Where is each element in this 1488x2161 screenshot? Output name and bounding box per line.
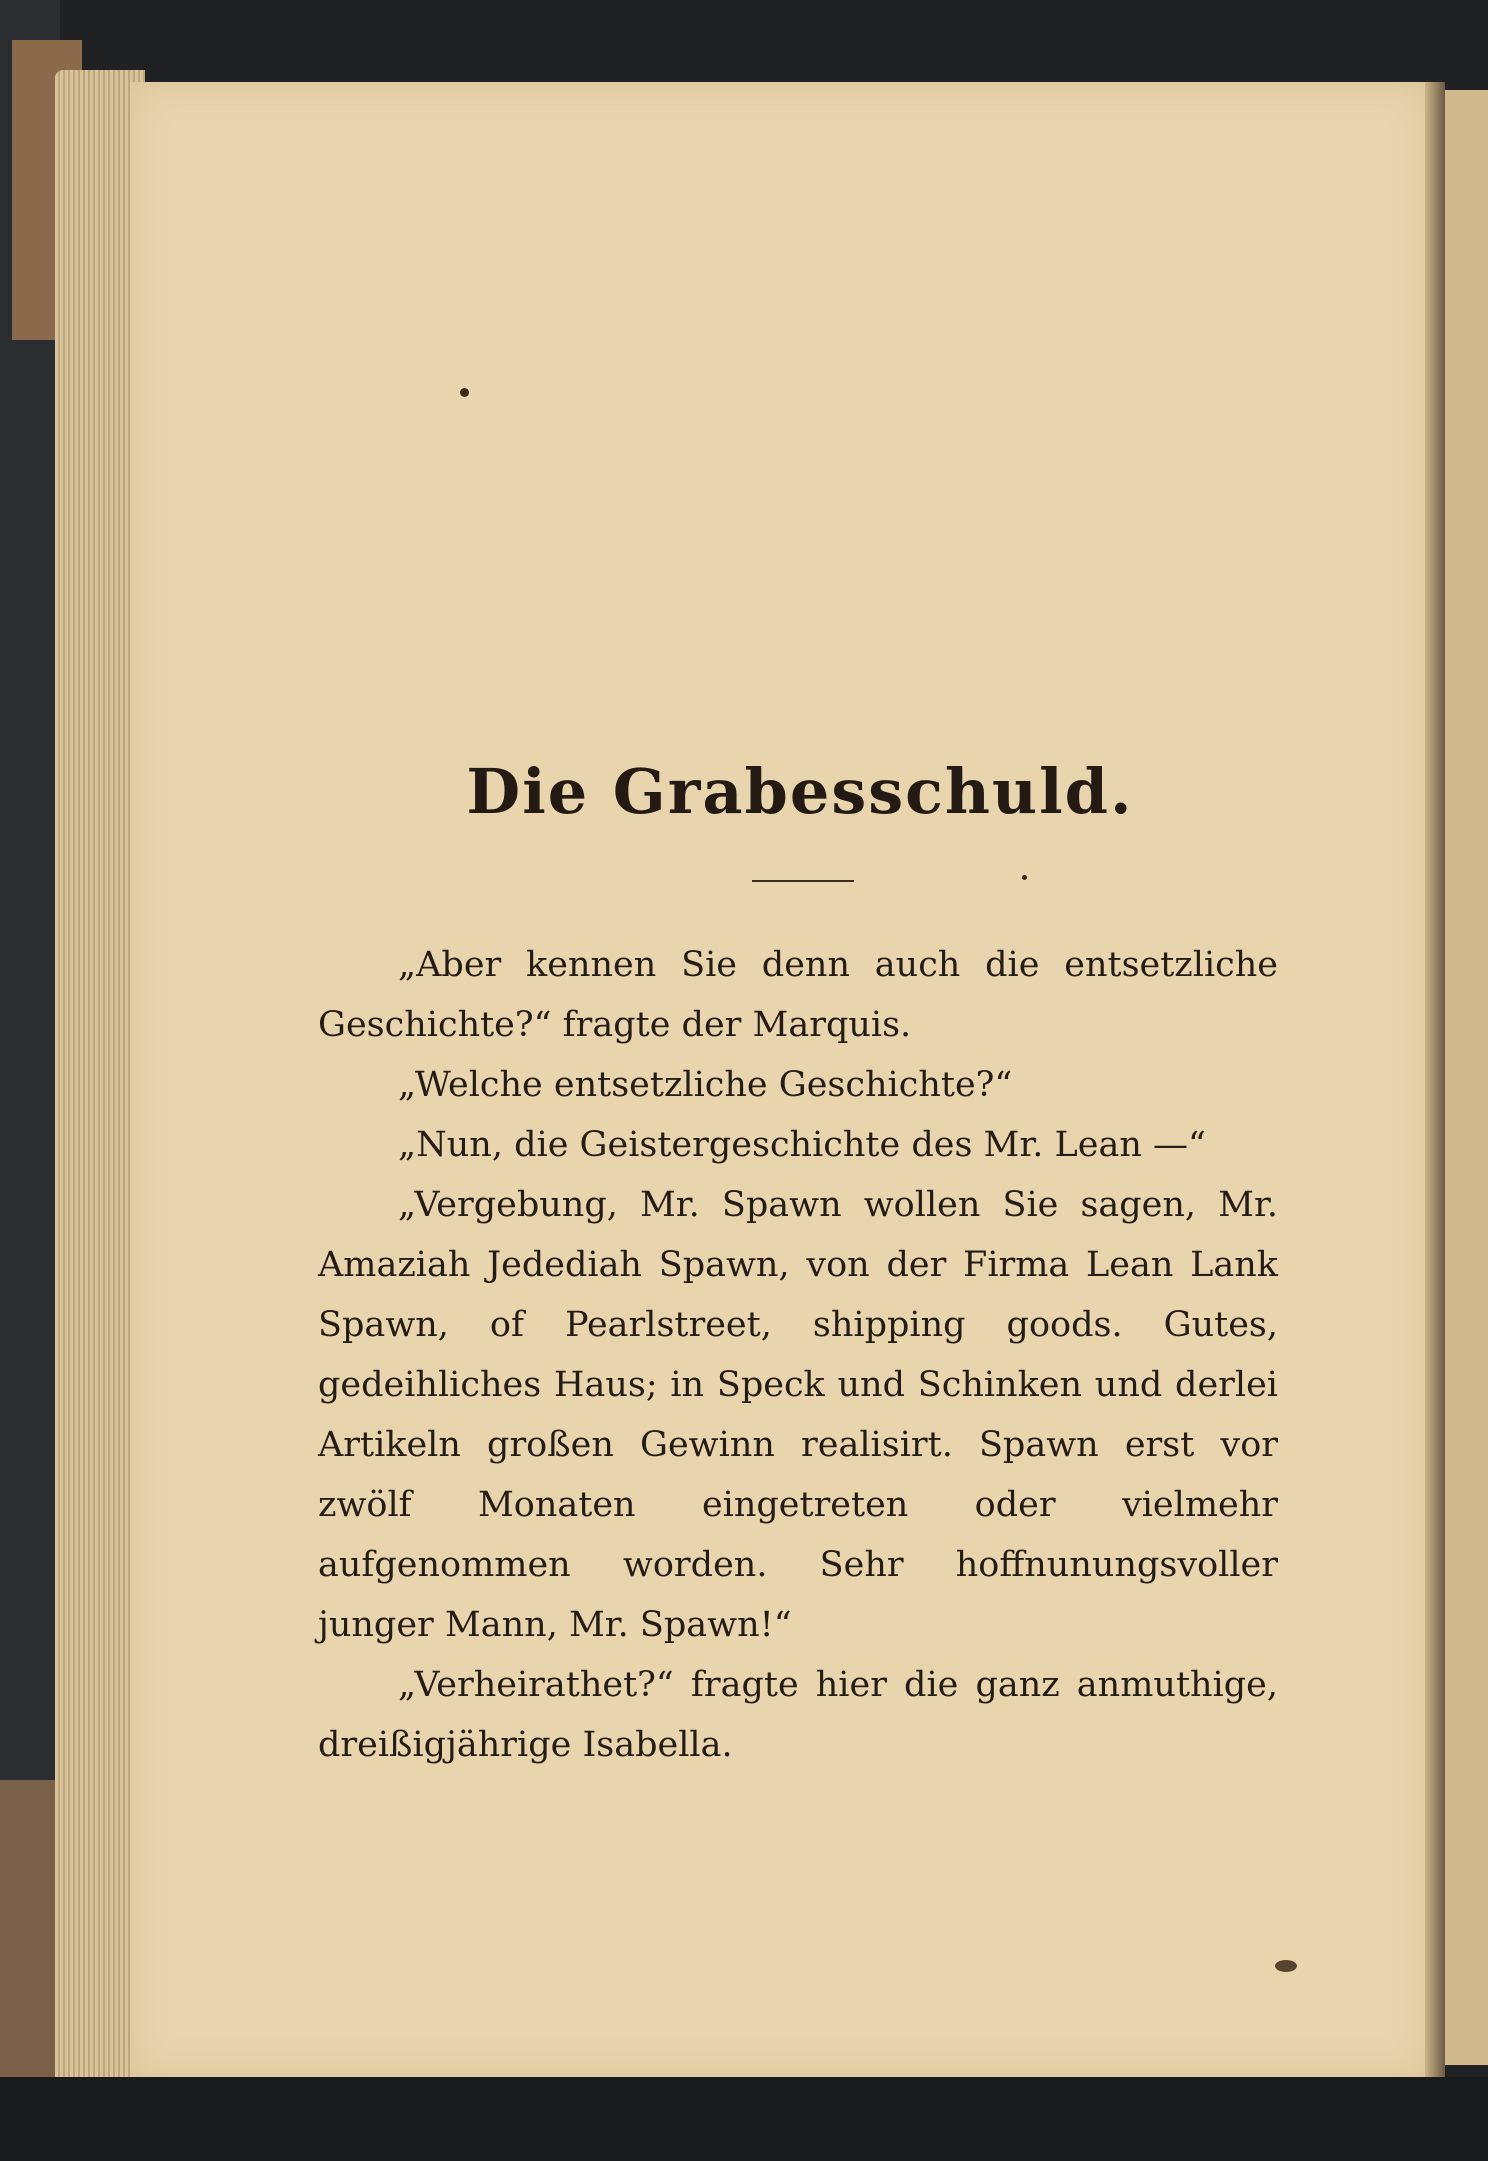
paragraph: „Aber kennen Sie denn auch die entsetzliche Geschichte?“ fragte der Marquis. [318,945,1278,1045]
ink-spot [460,388,469,397]
paragraph: „Welche entsetzliche Geschichte?“ [398,1065,1013,1105]
ink-spot [1022,875,1027,880]
book-gutter [1425,82,1445,2077]
chapter-title [130,755,1470,828]
paragraph: „Verheirathet?“ fragte hier die ganz anmuthige, dreißigjährige Isabella. [318,1665,1278,1765]
body-text [318,935,1278,1775]
scan-background [0,2077,1488,2161]
facing-page-edge [1445,90,1488,2065]
chapter-title-text: Die Grabesschuld. [466,755,1134,828]
paragraph: „Vergebung, Mr. Spawn wollen Sie sagen, Mr. Amaziah Jedediah Spawn, von der Firma Lean Lank Spawn, of Pearlstreet, shipping goods. Gutes, gedeihliches Haus; in Speck und Schinken und derlei Artikeln großen Gewinn realisirt. Spawn erst vor zwölf Monaten eingetreten oder vielmehr aufgenommen worden. Sehr hoffnunungsvoller junger Mann, Mr. Spawn!“ [318,1185,1278,1645]
paragraph: „Nun, die Geistergeschichte des Mr. Lean —“ [398,1125,1206,1165]
ink-spot [1275,1960,1297,1972]
title-rule [752,880,854,882]
